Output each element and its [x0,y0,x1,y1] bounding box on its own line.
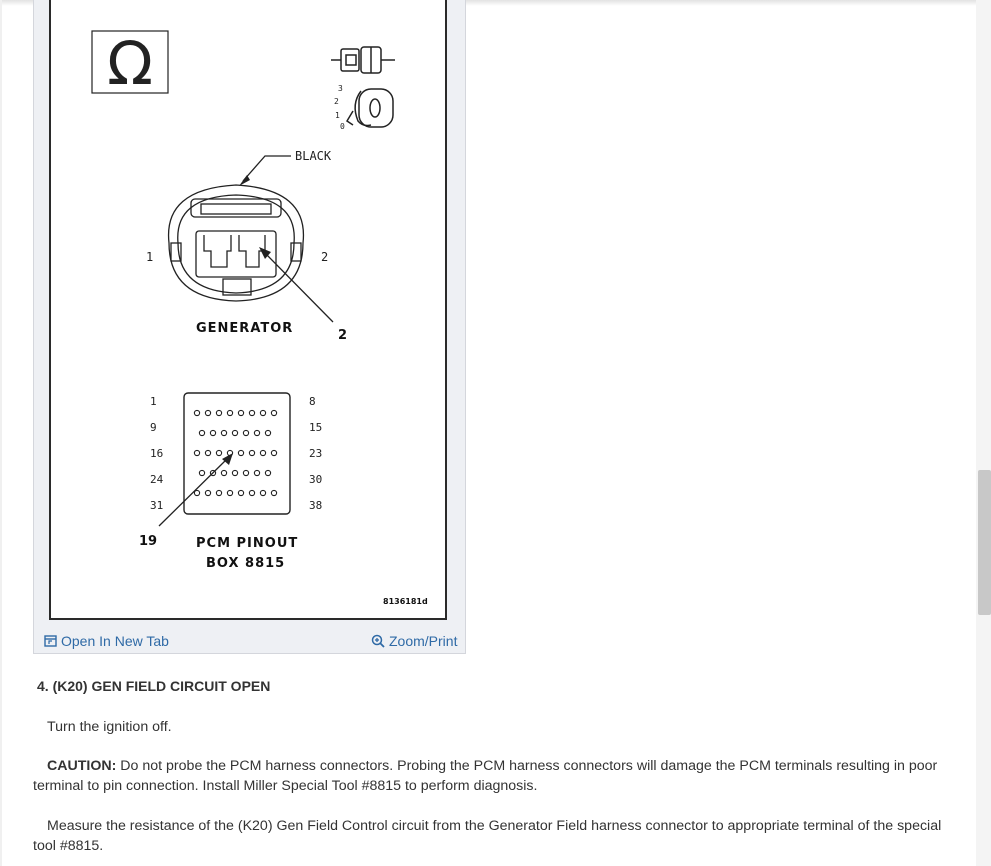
connector-color-label: BLACK [295,149,332,163]
open-in-new-tab-link[interactable] [44,633,169,649]
pin-row-start-1: 1 [150,395,157,408]
pin-row-end-4: 30 [309,473,323,486]
instruction-ignition-off: Turn the ignition off. [47,719,172,735]
caution-paragraph [33,756,958,796]
generator-label: GENERATOR [196,321,294,336]
pin-row-start-4: 24 [150,473,164,486]
pin-row-end-1: 8 [309,395,316,408]
scrollbar-thumb[interactable] [978,470,991,615]
zoom-in-icon [371,634,385,648]
ohmmeter-icon [92,29,168,99]
ignition-position-3: 3 [338,84,343,93]
generator-connector-shape [169,185,304,301]
caution-text: Do not probe the PCM harness connectors. Probing the PCM harness connectors will damage the PCM terminals resulting in poor terminal to pin connection. Install Miller Special Tool #8815 to perform diagnosis. [33,758,938,794]
ignition-position-2: 2 [334,97,339,106]
zoom-print-label: Zoom/Print [389,633,458,649]
instruction-measure-resistance: Measure the resistance of the (K20) Gen Field Control circuit from the Generator Field harness connector to appropriate terminal of the special tool #8815. [33,818,942,854]
pin-row-start-5: 31 [150,499,164,512]
ignition-position-0: 0 [340,122,345,131]
figure-id: 8136181d [383,597,428,606]
pcm-pinout-box [184,393,290,514]
figure-card [33,0,466,654]
pin-row-start-2: 9 [150,421,157,434]
pinout-title-line1: PCM PINOUT [196,536,299,551]
generator-pin-left: 1 [146,250,154,264]
pinout-title-line2: BOX 8815 [206,556,286,571]
pin-row-end-2: 15 [309,421,323,434]
pin-row-start-3: 16 [150,447,164,460]
pinout-callout: 19 [139,534,158,549]
left-edge [0,0,2,866]
open-new-tab-icon [44,635,57,648]
scrollbar-track[interactable] [976,0,991,866]
generator-callout: 2 [338,328,348,343]
step-content [33,676,958,856]
ignition-position-1: 1 [335,111,340,120]
pin-row-end-3: 23 [309,447,323,460]
pin-row-end-5: 38 [309,499,323,512]
zoom-print-link[interactable] [371,633,457,649]
generator-pin-right: 2 [321,250,329,264]
wiring-diagram-image [49,0,447,620]
caution-label: CAUTION: [47,758,117,774]
step-heading: 4. (K20) GEN FIELD CIRCUIT OPEN [37,678,271,694]
open-in-new-tab-label: Open In New Tab [61,633,169,649]
ohm-symbol: Ω [107,29,153,99]
